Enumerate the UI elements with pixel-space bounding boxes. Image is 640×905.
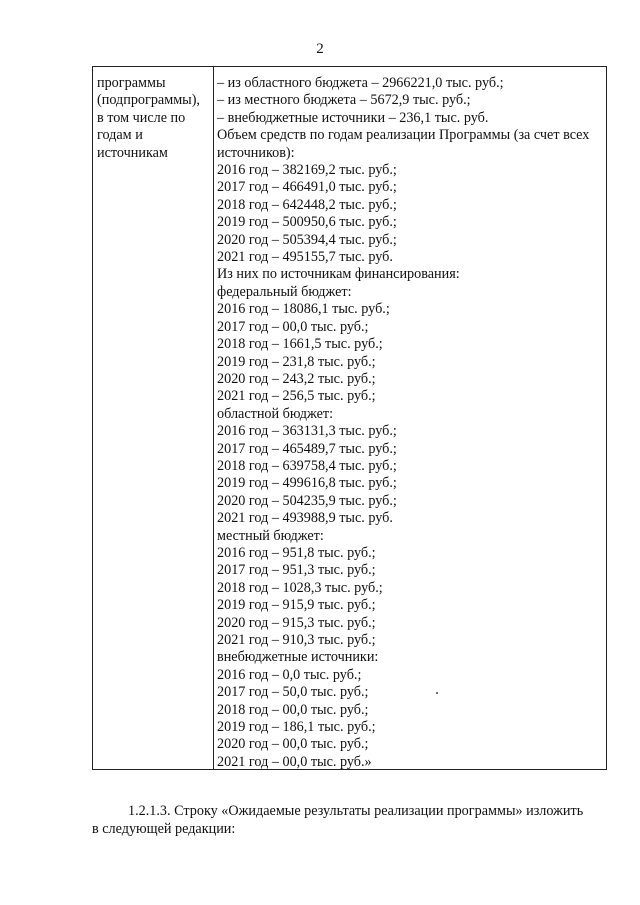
funding-line: 2021 год – 910,3 тыс. руб.;	[217, 632, 376, 648]
left-cell-line: в том числе по	[97, 109, 186, 126]
left-cell-line: (подпрограммы),	[97, 92, 200, 109]
funding-line: 2016 год – 951,8 тыс. руб.;	[217, 544, 376, 561]
funding-line: 2021 год – 256,5 тыс. руб.;	[217, 388, 376, 405]
funding-line: 2019 год – 915,9 тыс. руб.;	[217, 597, 376, 614]
paragraph-line: 1.2.1.3. Строку «Ожидаемые результаты реализации программы» изложить	[128, 803, 584, 819]
funding-line: 2017 год – 951,3 тыс. руб.;	[217, 562, 376, 579]
funding-line: 2018 год – 642448,2 тыс. руб.;	[217, 196, 397, 213]
funding-line: 2021 год – 495155,7 тыс. руб.	[217, 249, 393, 266]
section-heading-regional: областной бюджет:	[217, 405, 334, 422]
funding-line: 2020 год – 915,3 тыс. руб.;	[217, 614, 376, 631]
section-heading-by-sources: Из них по источникам финансирования:	[217, 266, 460, 283]
table-right-cell	[217, 75, 603, 771]
funding-line: 2021 год – 00,0 тыс. руб.»	[217, 753, 372, 770]
funding-line: 2020 год – 505394,4 тыс. руб.;	[217, 231, 397, 248]
funding-line: 2019 год – 499616,8 тыс. руб.;	[217, 475, 397, 492]
section-heading-extrabudget: внебюджетные источники:	[217, 649, 379, 666]
funding-line: 2018 год – 639758,4 тыс. руб.;	[217, 457, 397, 474]
funding-line: 2016 год – 382169,2 тыс. руб.;	[217, 162, 397, 179]
funding-line: 2019 год – 500950,6 тыс. руб.;	[217, 214, 397, 231]
scan-speck	[436, 692, 438, 694]
funding-line: 2017 год – 50,0 тыс. руб.;	[217, 684, 369, 701]
section-heading-federal: федеральный бюджет:	[217, 283, 352, 300]
left-cell-line: годам и	[97, 127, 143, 144]
funding-line: 2019 год – 186,1 тыс. руб.;	[217, 719, 376, 736]
funding-line: 2017 год – 465489,7 тыс. руб.;	[217, 440, 397, 457]
funding-line: 2016 год – 18086,1 тыс. руб.;	[217, 301, 390, 318]
funding-line: 2017 год – 466491,0 тыс. руб.;	[217, 179, 397, 196]
funding-line: 2020 год – 504235,9 тыс. руб.;	[217, 492, 397, 509]
left-cell-line: источникам	[97, 144, 168, 161]
amendment-paragraph	[92, 802, 607, 838]
funding-table	[92, 66, 607, 770]
funding-line-regional-total: – из областного бюджета – 2966221,0 тыс. руб.;	[217, 75, 504, 91]
funding-line: 2017 год – 00,0 тыс. руб.;	[217, 318, 369, 335]
section-heading-by-years: Объем средств по годам реализации Программы (за счет всех источников):	[217, 127, 590, 161]
funding-line: 2020 год – 00,0 тыс. руб.;	[217, 736, 369, 753]
column-divider	[213, 67, 214, 769]
left-cell-line: программы	[97, 75, 166, 91]
funding-line: 2021 год – 493988,9 тыс. руб.	[217, 510, 393, 527]
section-heading-local: местный бюджет:	[217, 527, 324, 544]
funding-line: 2018 год – 1028,3 тыс. руб.;	[217, 579, 383, 596]
funding-line-local-total: – из местного бюджета – 5672,9 тыс. руб.;	[217, 92, 471, 109]
funding-line-extrabudget-total: – внебюджетные источники – 236,1 тыс. руб.	[217, 109, 489, 126]
paragraph-line: в следующей редакции:	[92, 821, 236, 837]
funding-line: 2020 год – 243,2 тыс. руб.;	[217, 370, 376, 387]
page-number: 2	[316, 41, 324, 57]
funding-line: 2016 год – 363131,3 тыс. руб.;	[217, 423, 397, 440]
table-left-cell	[97, 75, 209, 162]
funding-line: 2019 год – 231,8 тыс. руб.;	[217, 353, 376, 370]
funding-line: 2016 год – 0,0 тыс. руб.;	[217, 666, 362, 683]
funding-line: 2018 год – 1661,5 тыс. руб.;	[217, 336, 383, 353]
funding-line: 2018 год – 00,0 тыс. руб.;	[217, 701, 369, 718]
